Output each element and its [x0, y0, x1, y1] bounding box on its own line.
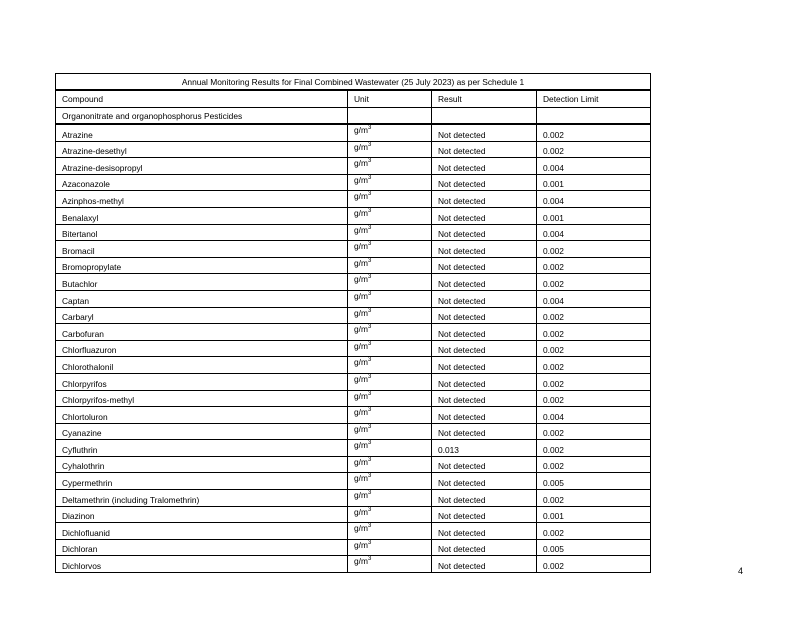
detection-limit-cell: 0.005: [537, 539, 651, 556]
result-cell: Not detected: [432, 290, 537, 307]
table-row: [56, 141, 651, 158]
detection-limit-cell: 0.002: [537, 390, 651, 407]
unit-exponent: 3: [367, 390, 372, 397]
detection-limit-cell: 0.002: [537, 274, 651, 291]
unit-base: g/m: [354, 324, 368, 335]
detection-limit-cell: 0.002: [537, 440, 651, 457]
unit-cell: [348, 324, 432, 341]
result-cell: Not detected: [432, 141, 537, 158]
unit-exponent: 3: [367, 307, 372, 314]
table-row: [56, 290, 651, 307]
compound-cell: Atrazine-desethyl: [56, 141, 348, 158]
unit-exponent: 3: [367, 473, 372, 480]
unit-exponent: 3: [367, 290, 372, 297]
unit-exponent: 3: [367, 174, 372, 181]
table-row: [56, 407, 651, 424]
table-row: [56, 423, 651, 440]
table-row: [56, 241, 651, 258]
unit-base: g/m: [354, 390, 368, 401]
detection-limit-cell: 0.004: [537, 407, 651, 424]
group-empty-cell: [432, 108, 537, 125]
table-row: [56, 523, 651, 540]
table-row: [56, 274, 651, 291]
unit-base: g/m: [354, 407, 368, 418]
unit-cell: [348, 158, 432, 175]
detection-limit-cell: 0.002: [537, 324, 651, 341]
unit-base: g/m: [354, 125, 368, 135]
compound-cell: Cyhalothrin: [56, 456, 348, 473]
result-cell: Not detected: [432, 124, 537, 141]
result-cell: Not detected: [432, 357, 537, 374]
detection-limit-cell: 0.002: [537, 523, 651, 540]
unit-exponent: 3: [367, 257, 372, 264]
header-compound: Compound: [56, 90, 348, 108]
table-row: [56, 539, 651, 556]
unit-base: g/m: [354, 290, 368, 301]
unit-cell: [348, 490, 432, 507]
detection-limit-cell: 0.001: [537, 506, 651, 523]
unit-base: g/m: [354, 456, 368, 467]
unit-cell: [348, 257, 432, 274]
unit-exponent: 3: [367, 191, 372, 198]
detection-limit-cell: 0.002: [537, 124, 651, 141]
unit-base: g/m: [354, 556, 368, 567]
compound-cell: Bromacil: [56, 241, 348, 258]
table-row: [56, 490, 651, 507]
unit-base: g/m: [354, 224, 368, 235]
table-row: [56, 174, 651, 191]
table-header-row: [56, 90, 651, 108]
page-number: 4: [738, 566, 744, 576]
table-row: [56, 158, 651, 175]
unit-exponent: 3: [367, 423, 372, 430]
unit-cell: [348, 141, 432, 158]
unit-exponent: 3: [367, 407, 372, 414]
header-unit: Unit: [348, 90, 432, 108]
unit-exponent: 3: [367, 523, 372, 530]
detection-limit-cell: 0.002: [537, 456, 651, 473]
compound-cell: Dichloran: [56, 539, 348, 556]
unit-base: g/m: [354, 523, 368, 534]
detection-limit-cell: 0.005: [537, 473, 651, 490]
detection-limit-cell: 0.002: [537, 357, 651, 374]
result-cell: Not detected: [432, 340, 537, 357]
table-row: [56, 556, 651, 573]
unit-cell: [348, 224, 432, 241]
unit-cell: [348, 456, 432, 473]
detection-limit-cell: 0.002: [537, 490, 651, 507]
table-row: [56, 324, 651, 341]
table-row: [56, 191, 651, 208]
compound-cell: Chlorfluazuron: [56, 340, 348, 357]
compound-cell: Cyanazine: [56, 423, 348, 440]
table-row: [56, 257, 651, 274]
result-cell: Not detected: [432, 423, 537, 440]
unit-exponent: 3: [367, 224, 372, 231]
result-cell: Not detected: [432, 539, 537, 556]
compound-cell: Diazinon: [56, 506, 348, 523]
compound-cell: Atrazine-desisopropyl: [56, 158, 348, 175]
unit-cell: [348, 523, 432, 540]
detection-limit-cell: 0.002: [537, 141, 651, 158]
unit-cell: [348, 473, 432, 490]
compound-cell: Benalaxyl: [56, 207, 348, 224]
result-cell: Not detected: [432, 523, 537, 540]
unit-cell: [348, 357, 432, 374]
unit-exponent: 3: [367, 125, 372, 131]
group-label: Organonitrate and organophosphorus Pesticides: [56, 108, 348, 125]
unit-base: g/m: [354, 257, 368, 268]
result-cell: Not detected: [432, 506, 537, 523]
unit-exponent: 3: [367, 207, 372, 214]
table-row: [56, 456, 651, 473]
unit-exponent: 3: [367, 141, 372, 148]
unit-base: g/m: [354, 141, 368, 152]
table-row: [56, 506, 651, 523]
unit-cell: [348, 340, 432, 357]
result-cell: Not detected: [432, 407, 537, 424]
result-cell: Not detected: [432, 207, 537, 224]
unit-base: g/m: [354, 340, 368, 351]
compound-cell: Chlortoluron: [56, 407, 348, 424]
result-cell: Not detected: [432, 158, 537, 175]
compound-cell: Butachlor: [56, 274, 348, 291]
result-cell: Not detected: [432, 241, 537, 258]
detection-limit-cell: 0.002: [537, 556, 651, 573]
unit-base: g/m: [354, 191, 368, 202]
unit-cell: [348, 124, 432, 141]
result-cell: Not detected: [432, 456, 537, 473]
unit-exponent: 3: [367, 440, 372, 447]
detection-limit-cell: 0.001: [537, 174, 651, 191]
unit-base: g/m: [354, 423, 368, 434]
detection-limit-cell: 0.004: [537, 191, 651, 208]
table-row: [56, 440, 651, 457]
unit-base: g/m: [354, 307, 368, 318]
result-cell: Not detected: [432, 174, 537, 191]
result-cell: Not detected: [432, 224, 537, 241]
unit-cell: [348, 423, 432, 440]
unit-exponent: 3: [367, 490, 372, 497]
compound-cell: Carbaryl: [56, 307, 348, 324]
unit-cell: [348, 241, 432, 258]
table-row: [56, 357, 651, 374]
compound-cell: Chlorothalonil: [56, 357, 348, 374]
detection-limit-cell: 0.002: [537, 257, 651, 274]
detection-limit-cell: 0.004: [537, 224, 651, 241]
group-row: [56, 108, 651, 125]
unit-cell: [348, 506, 432, 523]
unit-exponent: 3: [367, 340, 372, 347]
table-row: [56, 224, 651, 241]
unit-cell: [348, 390, 432, 407]
compound-cell: Bitertanol: [56, 224, 348, 241]
result-cell: 0.013: [432, 440, 537, 457]
detection-limit-cell: 0.001: [537, 207, 651, 224]
table-title-row: [56, 74, 651, 91]
result-cell: Not detected: [432, 556, 537, 573]
result-cell: Not detected: [432, 257, 537, 274]
detection-limit-cell: 0.002: [537, 307, 651, 324]
unit-cell: [348, 373, 432, 390]
table-row: [56, 207, 651, 224]
compound-cell: Chlorpyrifos-methyl: [56, 390, 348, 407]
unit-cell: [348, 440, 432, 457]
detection-limit-cell: 0.004: [537, 158, 651, 175]
unit-cell: [348, 274, 432, 291]
unit-base: g/m: [354, 373, 368, 384]
group-empty-cell: [537, 108, 651, 125]
unit-cell: [348, 191, 432, 208]
unit-base: g/m: [354, 357, 368, 368]
unit-exponent: 3: [367, 324, 372, 331]
detection-limit-cell: 0.002: [537, 373, 651, 390]
result-cell: Not detected: [432, 191, 537, 208]
table-row: [56, 340, 651, 357]
result-cell: Not detected: [432, 373, 537, 390]
group-empty-cell: [348, 108, 432, 125]
unit-cell: [348, 307, 432, 324]
unit-exponent: 3: [367, 456, 372, 463]
unit-base: g/m: [354, 158, 368, 169]
unit-cell: [348, 207, 432, 224]
unit-exponent: 3: [367, 506, 372, 513]
table-row: [56, 390, 651, 407]
unit-base: g/m: [354, 440, 368, 451]
unit-exponent: 3: [367, 556, 372, 563]
compound-cell: Bromopropylate: [56, 257, 348, 274]
result-cell: Not detected: [432, 490, 537, 507]
unit-cell: [348, 556, 432, 573]
result-cell: Not detected: [432, 307, 537, 324]
header-detection-limit: Detection Limit: [537, 90, 651, 108]
unit-exponent: 3: [367, 241, 372, 248]
compound-cell: Atrazine: [56, 124, 348, 141]
unit-base: g/m: [354, 473, 368, 484]
detection-limit-cell: 0.002: [537, 340, 651, 357]
table-row: [56, 373, 651, 390]
detection-limit-cell: 0.004: [537, 290, 651, 307]
unit-exponent: 3: [367, 357, 372, 364]
table-row: [56, 473, 651, 490]
compound-cell: Cyfluthrin: [56, 440, 348, 457]
header-result: Result: [432, 90, 537, 108]
unit-exponent: 3: [367, 373, 372, 380]
unit-base: g/m: [354, 241, 368, 252]
table-title: Annual Monitoring Results for Final Combined Wastewater (25 July 2023) as per Schedule 1: [56, 74, 651, 91]
compound-cell: Dichlofluanid: [56, 523, 348, 540]
unit-cell: [348, 539, 432, 556]
result-cell: Not detected: [432, 390, 537, 407]
detection-limit-cell: 0.002: [537, 423, 651, 440]
unit-exponent: 3: [367, 274, 372, 281]
compound-cell: Deltamethrin (including Tralomethrin): [56, 490, 348, 507]
result-cell: Not detected: [432, 274, 537, 291]
detection-limit-cell: 0.002: [537, 241, 651, 258]
compound-cell: Carbofuran: [56, 324, 348, 341]
unit-exponent: 3: [367, 539, 372, 546]
compound-cell: Chlorpyrifos: [56, 373, 348, 390]
compound-cell: Azinphos-methyl: [56, 191, 348, 208]
table-row: [56, 307, 651, 324]
monitoring-results-table: [55, 73, 651, 573]
unit-base: g/m: [354, 506, 368, 517]
unit-base: g/m: [354, 174, 368, 185]
compound-cell: Cypermethrin: [56, 473, 348, 490]
unit-base: g/m: [354, 207, 368, 218]
compound-cell: Captan: [56, 290, 348, 307]
compound-cell: Azaconazole: [56, 174, 348, 191]
result-cell: Not detected: [432, 324, 537, 341]
table-row: [56, 124, 651, 141]
unit-cell: [348, 174, 432, 191]
result-cell: Not detected: [432, 473, 537, 490]
unit-base: g/m: [354, 274, 368, 285]
unit-cell: [348, 290, 432, 307]
compound-cell: Dichlorvos: [56, 556, 348, 573]
unit-base: g/m: [354, 539, 368, 550]
unit-cell: [348, 407, 432, 424]
unit-exponent: 3: [367, 158, 372, 165]
unit-base: g/m: [354, 490, 368, 501]
